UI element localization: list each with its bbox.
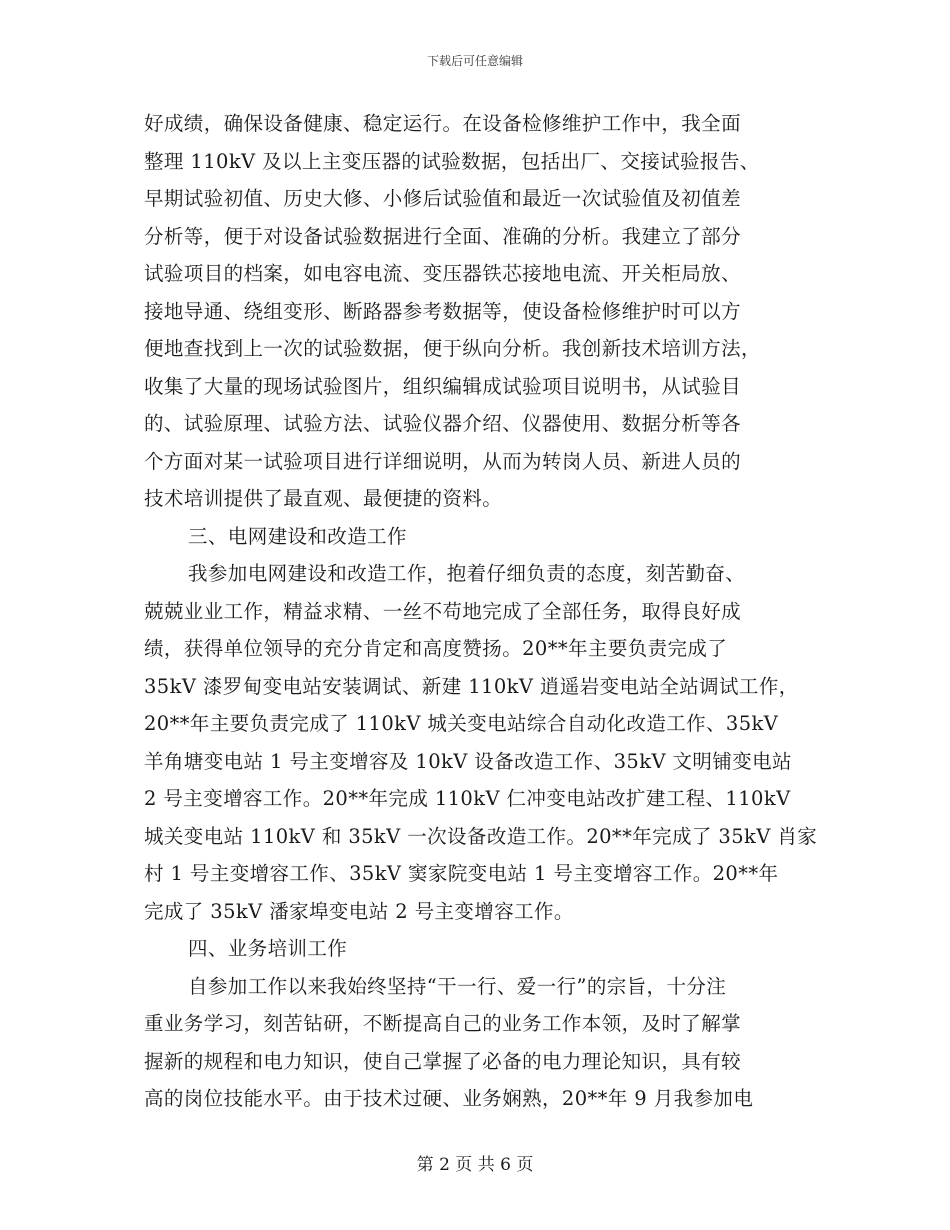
page-footer: 第 2 页 共 6 页 bbox=[416, 1155, 534, 1175]
text-line: 2 号主变增容工作。20**年完成 110kV 仁冲变电站改扩建工程、110kV bbox=[144, 787, 791, 810]
section-heading: 三、电网建设和改造工作 bbox=[188, 524, 407, 548]
text-line: 收集了大量的现场试验图片，组织编辑成试验项目说明书，从试验目 bbox=[144, 374, 742, 398]
text-line: 自参加工作以来我始终坚持“干一行、爱一行”的宗旨，十分注 bbox=[188, 974, 727, 998]
text-line: 个方面对某一试验项目进行详细说明，从而为转岗人员、新进人员的 bbox=[144, 449, 742, 473]
text-line: 我参加电网建设和改造工作，抱着仔细负责的态度，刻苦勤奋、 bbox=[188, 562, 746, 585]
text-line: 握新的规程和电力知识，使自己掌握了必备的电力理论知识，具有较 bbox=[144, 1049, 742, 1073]
text-line: 完成了 35kV 潘家埠变电站 2 号主变增容工作。 bbox=[144, 899, 574, 923]
text-line: 早期试验初值、历史大修、小修后试验值和最近一次试验值及初值差 bbox=[144, 187, 742, 210]
text-line: 整理 110kV 及以上主变压器的试验数据，包括出厂、交接试验报告、 bbox=[144, 149, 760, 173]
text-line: 绩，获得单位领导的充分肯定和高度赞扬。20**年主要负责完成了 bbox=[144, 637, 728, 660]
text-line: 试验项目的档案，如电容电流、变压器铁芯接地电流、开关柜局放、 bbox=[144, 262, 742, 285]
text-line: 35kV 漆罗甸变电站安装调试、新建 110kV 逍遥岩变电站全站调试工作， bbox=[144, 674, 799, 698]
section-heading: 四、业务培训工作 bbox=[188, 937, 348, 960]
text-line: 城关变电站 110kV 和 35kV 一次设备改造工作。20**年完成了 35kV 肖家 bbox=[144, 824, 818, 848]
text-line: 的、试验原理、试验方法、试验仪器介绍、仪器使用、数据分析等各 bbox=[144, 412, 742, 435]
text-line: 分析等，便于对设备试验数据进行全面、准确的分析。我建立了部分 bbox=[144, 224, 742, 248]
text-line: 重业务学习，刻苦钻研，不断提高自己的业务工作本领，及时了解掌 bbox=[144, 1012, 742, 1035]
text-line: 便地查找到上一次的试验数据，便于纵向分析。我创新技术培训方法， bbox=[144, 337, 761, 360]
page-header: 下载后可任意编辑 bbox=[426, 54, 523, 68]
text-line: 村 1 号主变增容工作、35kV 窦家院变电站 1 号主变增容工作。20**年 bbox=[144, 862, 779, 885]
text-line: 兢兢业业工作，精益求精、一丝不苟地完成了全部任务，取得良好成 bbox=[144, 599, 742, 623]
text-line: 20**年主要负责完成了 110kV 城关变电站综合自动化改造工作、35kV bbox=[144, 712, 779, 735]
text-line: 接地导通、绕组变形、断路器参考数据等，使设备检修维护时可以方 bbox=[144, 299, 742, 323]
text-line: 技术培训提供了最直观、最便捷的资料。 bbox=[144, 487, 503, 510]
text-line: 羊角塘变电站 1 号主变增容及 10kV 设备改造工作、35kV 文明铺变电站 bbox=[144, 749, 792, 773]
text-line: 高的岗位技能水平。由于技术过硬、业务娴熟，20**年 9 月我参加电 bbox=[144, 1087, 754, 1110]
text-line: 好成绩，确保设备健康、稳定运行。在设备检修维护工作中，我全面 bbox=[144, 112, 742, 135]
document-body bbox=[144, 105, 818, 1118]
